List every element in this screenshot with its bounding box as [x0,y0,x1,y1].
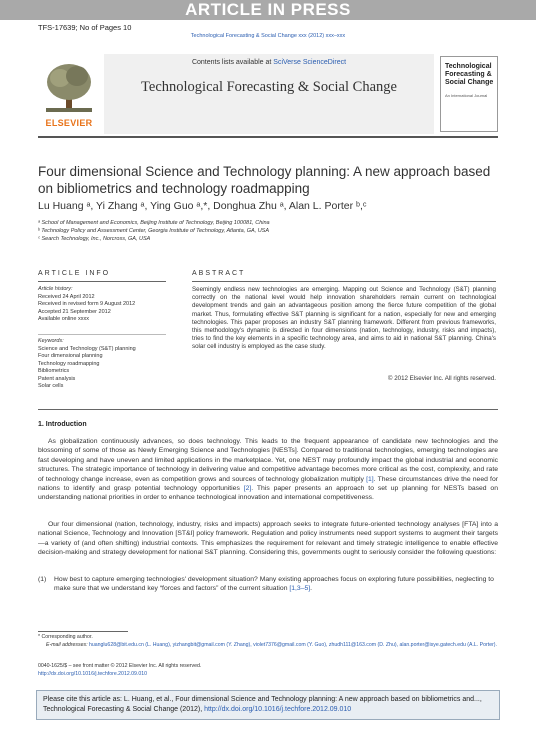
keywords-label: Keywords: [38,338,64,344]
abstract-heading: ABSTRACT [192,270,246,277]
abstract-rule [192,281,496,282]
tfs-page-count: TFS-17639; No of Pages 10 [38,23,132,32]
article-info-heading: ARTICLE INFO [38,270,111,277]
cite-box-text: Please cite this article as: L. Huang, et al., Four dimensional Science and Technology planning: A new approach based on bibliometrics and..., Technological Forecasting & Social Change (2012), [43,696,482,713]
keyword-item: Science and Technology (S&T) planning [38,345,136,352]
item1-text-a: How best to capture emerging technologies' development situation? Many existing approaches focus on exploring future possibilities, neglecting to make sure that we understand key “forces and factors” of the current situation [54,576,494,593]
history-item: Available online xxxx [38,316,89,322]
affiliation-c: ᶜ Search Technology, Inc., Norcross, GA, USA [38,236,151,242]
journal-header [38,54,498,138]
email-label: E-mail addresses: [46,642,89,648]
item-body [54,575,498,594]
keyword-item: Bibliometrics [38,368,70,374]
item1-text-b: . [310,585,313,593]
banner-text: ARTICLE IN PRESS [185,0,351,19]
cover-subtitle: An International Journal [445,93,488,98]
corresponding-author-note: * Corresponding author. [38,634,93,640]
email-addresses [38,642,498,649]
doi-link[interactable]: http://dx.doi.org/10.1016/j.techfore.2012.09.010 [38,671,148,677]
item-number: (1) [38,576,47,583]
citation-link[interactable]: [1] [366,475,374,483]
keywords-rule [38,334,166,335]
article-history [38,286,166,324]
email-list[interactable]: huanglu628@bit.edu.cn (L. Huang), yizhangbit@gmail.com (Y. Zhang), violet7376@gmail.com (Y. Guo), zhudh111@163.com (D. Zhu), alan.porter@isye.gatech.edu (A.L. Porter). [88,642,497,648]
author-list: Lu Huang ᵃ, Yi Zhang ᵃ, Ying Guo ᵃ,*, Donghua Zhu ᵃ, Alan L. Porter ᵇ,ᶜ [38,200,367,212]
cover-title: Technological Forecasting & Social Change [445,63,494,86]
affiliation-b: ᵇ Technology Policy and Assessment Center, Georgia Institute of Technology, Atlanta, GA, USA [38,228,270,234]
keywords-block [38,338,166,391]
journal-title: Technological Forecasting & Social Change [141,79,397,95]
article-info-rule [38,281,166,282]
history-item: Accepted 21 September 2012 [38,308,111,315]
keyword-item: Solar cells [38,383,64,389]
citation-box [36,690,500,720]
keyword-item: Four dimensional planning [38,353,103,359]
publisher-name: ELSEVIER [45,118,93,128]
citation-link[interactable]: [1,3–5] [289,585,311,593]
footnote-rule [38,631,128,632]
journal-issue-line[interactable]: Technological Forecasting & Social Change xxx (2012) xxx–xxx [190,33,346,39]
elsevier-tree-icon [44,60,94,114]
contents-available [104,59,434,66]
citation-link[interactable]: [2] [243,485,252,493]
history-item: Received 24 April 2012 [38,293,95,300]
keyword-item: Technology roadmapping [38,360,100,367]
affiliation-a: ᵃ School of Management and Economics, Beijing Institute of Technology, Beijing 100081, China [38,220,270,226]
history-item: Received in revised form 9 August 2012 [38,301,136,307]
article-title: Four dimensional Science and Technology planning: A new approach based on bibliometrics and technology roadmapping [38,164,491,196]
intro-paragraph-1 [38,437,498,503]
cite-box-doi-link[interactable]: http://dx.doi.org/10.1016/j.techfore.2012.09.010 [204,706,352,713]
para1-text-a: As globalization continuously advances, so does technology. This leads to the frequent appearance of candidate new technologies and the blossoming of some of those as Newly Emerging Science and Technologies [NESTs]. Compared to traditional technologies, emerging technologies are fast developing and have uneven and limited applications in the marketplace. Yet, one NEST may profoundly impact the global industrial and economic structures. The strategic importance of technology in delivering value and competitive advantage becomes more critical as the cost, complexity, and rate of technology change increase, even as competition grows and sources of technology globalization multiply [38,438,498,483]
para1-text-c: . This paper presents an approach to set up planning for NESTs based on understanding national priorities in order to enhance technological innovation and international competitiveness. [38,485,498,502]
section-divider [38,409,498,410]
contents-prefix: Contents lists available at [191,59,274,66]
abstract-copyright: © 2012 Elsevier Inc. All rights reserved. [387,375,496,382]
section-heading-introduction: 1. Introduction [38,421,87,428]
issn-line: 0040-1625/$ – see front matter © 2012 Elsevier Inc. All rights reserved. [38,663,202,669]
journal-cover [440,56,498,132]
journal-banner [104,54,434,134]
abstract-text: Seemingly endless new technologies are emerging. Mapping out Science and Technology (S&T) planning correctly on the national level would help innovation shareholders remain current on technological development trends and gain an advantageous position among the fierce future competition of the global market. Thus, formulating effective S&T planning is significant for a nation, especially for new and emerging technologies. This paper proposes an industry S&T planning framework. Different from previous frameworks, this methodology's dynamic is directed in four dimensions (nation, technology, industry, risks and impacts), tries to find the key elements in a specific technology area, and aims to aid in national S&T planning. China's solar cell industry is employed as the case study. [192,286,496,351]
para1-text-b: . These circumstances drive the need for nations to identify and grasp potential technology opportunities [38,475,498,493]
history-label: Article history: [38,286,73,292]
intro-paragraph-2: Our four dimensional (nation, technology, industry, risks and impacts) approach seeks to integrate future-oriented technology analyses [FTA] into a national Science, Technology and Innovation [ST&I] policy framework. Regulation and policy instruments need support systems to augment their targets—a variety of (and often shifting) industrial contexts. This emphasizes the requirement for relevant and timely strategic intelligence to enable effective decision-making and strategy development for national S&T planning. Considering this, governments ought to seriously consider the following questions: [38,521,498,557]
elsevier-logo [38,58,100,138]
sciencedirect-link[interactable]: SciVerse ScienceDirect [273,59,347,66]
keyword-item: Patent analysis [38,375,76,382]
